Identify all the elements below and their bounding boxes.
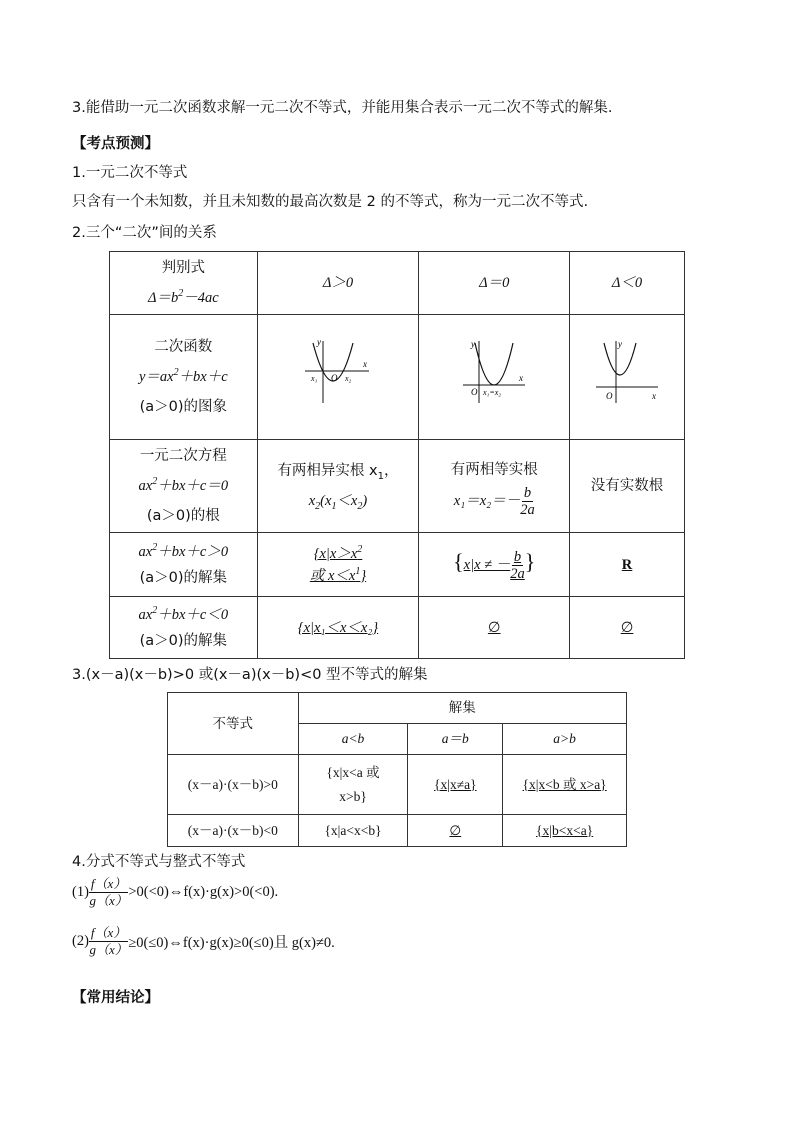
section-heading-predict: 【考点预测】	[72, 136, 159, 152]
less-formula: $ax^2+bx+c<0$	[138, 604, 229, 623]
t2-row1-lt-line2: x>b}	[339, 788, 367, 804]
less-solution-zero: ∅	[419, 597, 570, 659]
t2-row2-gt: {x|b<x<a}	[503, 815, 627, 847]
formula-1-body: >0(<0)⇔f(x)·g(x)>0(<0).	[128, 884, 279, 900]
function-formula: $y=ax^2+bx+c$	[138, 367, 228, 385]
less-solution-positive: {x|x₁＜x＜x₂}	[257, 597, 419, 659]
t2-row1-eq: {x|x≠a}	[408, 755, 503, 815]
formula-1	[72, 876, 278, 909]
greater-solution-negative: R	[570, 533, 685, 597]
greater-sol-line1: {$x|x>x^2$	[313, 543, 363, 562]
greater-formula: $ax^2+bx+c>0$	[138, 541, 229, 560]
p3-title: 3.(x－a)(x－b)>0 或(x－a)(x－b)<0 型不等式的解集	[72, 667, 428, 683]
roots-none: 没有实数根	[570, 440, 685, 533]
graph-double-root	[419, 315, 570, 440]
parabola-two-roots-graph	[303, 337, 373, 407]
t2-header-a-lt-b: a<b	[298, 724, 408, 755]
p1-body: 只含有一个未知数，并且未知数的最高次数是 2 的不等式，称为一元二次不等式.	[72, 194, 589, 210]
greater-solution-positive	[257, 533, 419, 597]
svg-text:O: O	[471, 386, 478, 397]
row-greater-label	[110, 533, 258, 597]
greater-solution-zero: {x|x ≠ － $\frac{b}{2a}$ }	[419, 533, 570, 597]
equation-label: 一元二次方程	[139, 448, 227, 464]
section-heading-conclusion: 【常用结论】	[72, 990, 159, 1006]
svg-text:y: y	[618, 338, 623, 349]
disc-label: 判别式	[161, 260, 206, 276]
graph-no-root	[570, 315, 685, 440]
t2-row1-lt-line1: {x|x<a 或	[326, 764, 380, 780]
quadratic-relation-table	[109, 251, 685, 659]
parabola-no-root-graph	[592, 337, 662, 407]
disc-formula: $\Delta=b^2-4ac$	[147, 288, 219, 306]
roots-distinct-line1: 有两相异实根 $x_1$，	[277, 463, 399, 482]
equation-condition: (a＞0)的根	[146, 508, 220, 524]
svg-text:x: x	[652, 390, 657, 401]
header-delta-positive: Δ＞0	[257, 252, 419, 315]
roots-distinct	[257, 440, 419, 533]
function-label: 二次函数	[154, 339, 213, 355]
svg-text:x₁: x₁	[310, 373, 318, 383]
p2-title: 2.三个“二次”间的关系	[72, 225, 217, 241]
row-function-label	[110, 315, 258, 440]
less-solution-negative: ∅	[570, 597, 685, 659]
intro-text: 3.能借助一元二次函数求解一元二次不等式，并能用集合表示一元二次不等式的解集.	[72, 100, 613, 116]
t2-row2-eq: ∅	[408, 815, 503, 847]
t2-header-solution: 解集	[298, 693, 626, 724]
t2-header-a-eq-b: a＝b	[408, 724, 503, 755]
roots-equal-line2: x₁＝x₂＝－ $\frac{b}{2a}$	[453, 484, 535, 518]
formula-2-prefix: (2)	[72, 933, 89, 949]
svg-text:O: O	[606, 390, 613, 401]
p4-title: 4.分式不等式与整式不等式	[72, 854, 246, 870]
t2-row1-gt: {x|x<b 或 x>a}	[503, 755, 627, 815]
header-delta-zero: Δ＝0	[419, 252, 570, 315]
greater-condition: (a＞0)的解集	[139, 569, 228, 586]
formula-2-fraction: $\frac{f(x)}{g(x)}$	[89, 925, 128, 957]
svg-text:x: x	[362, 358, 367, 369]
roots-distinct-line2: $x_2(x_1<x_2)$	[308, 493, 368, 512]
svg-text:x₁=x₂: x₁=x₂	[483, 387, 502, 397]
t2-row1-lt	[298, 755, 408, 815]
roots-equal	[419, 440, 570, 533]
function-condition: (a＞0)的图象	[139, 399, 228, 415]
formula-2-body: ≥0(≤0)⇔f(x)·g(x)≥0(≤0)且 g(x)≠0.	[128, 935, 335, 951]
header-delta-negative: Δ＜0	[570, 252, 685, 315]
formula-1-fraction: $\frac{f(x)}{g(x)}$	[89, 876, 128, 908]
graph-two-roots	[257, 315, 419, 440]
svg-text:y: y	[471, 338, 476, 349]
factored-inequality-table	[167, 692, 627, 847]
formula-2	[72, 925, 335, 958]
equation-formula: $ax^2+bx+c=0$	[138, 476, 229, 494]
roots-equal-line1: 有两相等实根	[450, 461, 538, 478]
t2-row2-inequality: (x－a)·(x－b)<0	[168, 815, 299, 847]
p1-title: 1.一元二次不等式	[72, 165, 188, 181]
svg-text:y: y	[316, 336, 321, 347]
svg-text:O: O	[330, 372, 338, 383]
t2-row2-lt: {x|a<x<b}	[298, 815, 408, 847]
greater-sol-line2: 或 $x<x^1$}	[309, 565, 367, 584]
row-equation-label	[110, 440, 258, 533]
t2-header-a-gt-b: a>b	[503, 724, 627, 755]
svg-text:x₂: x₂	[344, 373, 352, 383]
t2-row1-inequality: (x－a)·(x－b)>0	[168, 755, 299, 815]
header-discriminant	[110, 252, 258, 315]
svg-text:x: x	[519, 372, 524, 383]
parabola-double-root-graph	[459, 337, 529, 407]
less-condition: (a＞0)的解集	[139, 632, 228, 649]
row-less-label	[110, 597, 258, 659]
formula-1-prefix: (1)	[72, 884, 89, 900]
t2-header-inequality: 不等式	[168, 693, 299, 755]
